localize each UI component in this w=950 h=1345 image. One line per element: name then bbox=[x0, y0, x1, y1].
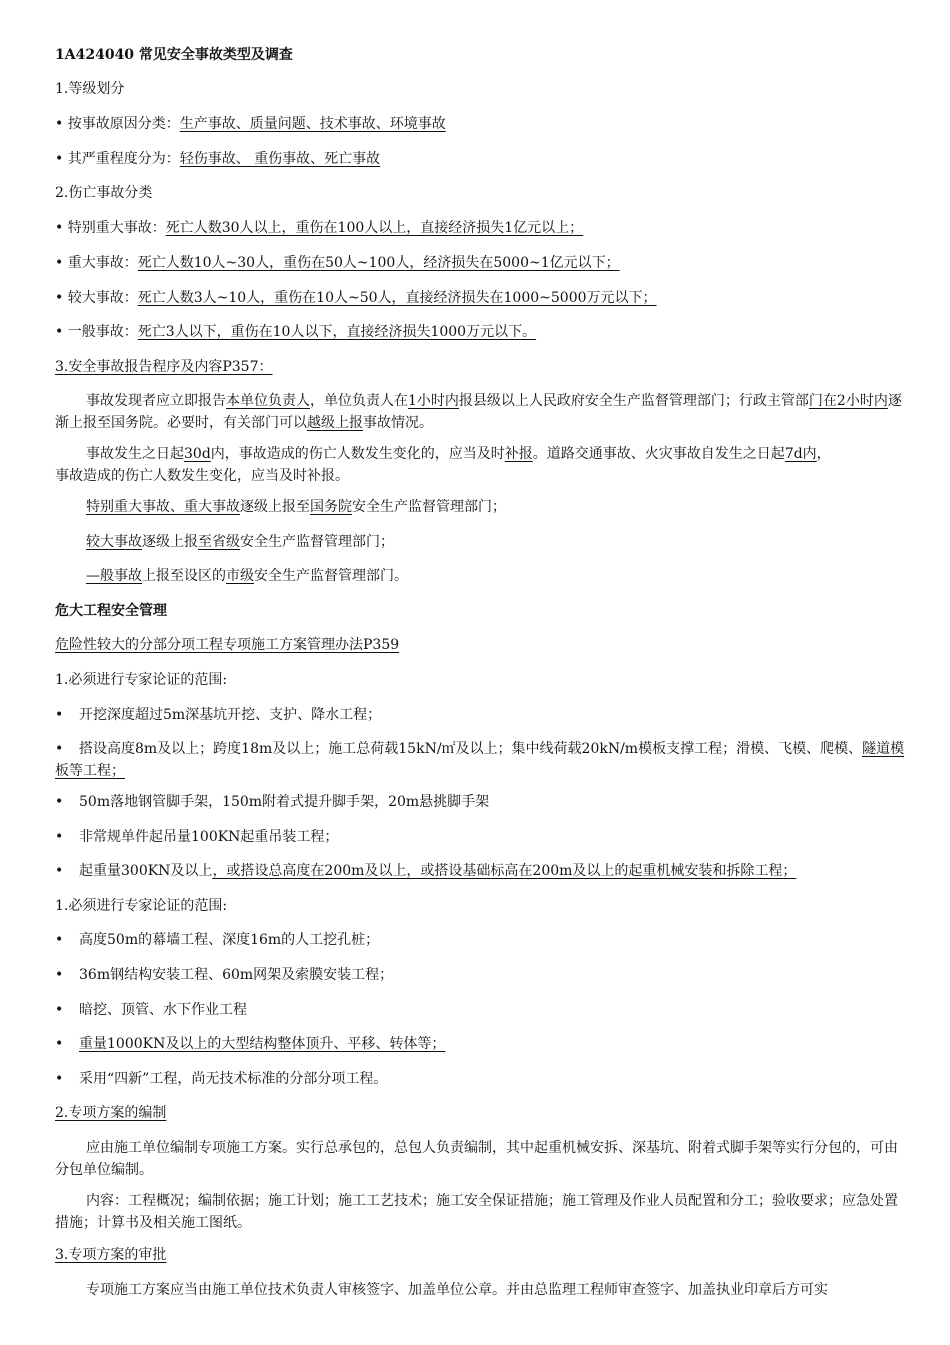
cause-prefix: • 按事故原因分类： bbox=[55, 116, 180, 132]
text-span: 内，事故造成的伤亡人数发生变化的，应当及时 bbox=[210, 446, 505, 462]
expert-item bbox=[55, 791, 905, 813]
text-span: 1小时内 bbox=[408, 393, 459, 409]
text-span: 补报 bbox=[504, 446, 533, 462]
text-span: 50m落地钢管脚手架，150m附着式提升脚手架，20m悬挑脚手架 bbox=[79, 794, 490, 810]
compile-heading: 2.专项方案的编制 bbox=[55, 1105, 167, 1121]
text-span: 特别重大事故、重大事故 bbox=[86, 499, 240, 515]
bullet: • bbox=[55, 932, 64, 948]
text-span: 事故发生之日起 bbox=[86, 446, 184, 462]
document-title: 1A424040 常见安全事故类型及调查 bbox=[55, 47, 293, 63]
danger-subheading: 危险性较大的分部分项工程专项施工方案管理办法P359 bbox=[55, 637, 400, 653]
text-span: 报县级以上人民政府安全生产监督管理部门；行政主管部 bbox=[458, 393, 809, 409]
report-route-national bbox=[55, 496, 905, 518]
bullet: • bbox=[55, 741, 64, 757]
text-span: 安全生产监督管理部门。 bbox=[254, 568, 408, 584]
text-span: 采用“四新”工程，尚无技术标准的分部分项工程。 bbox=[79, 1071, 388, 1087]
text-span: 搭设高度8m及以上；跨度18m及以上；施工总荷载15kN/㎡及以上；集中线荷载20kN/m模板支撑工程；滑模、飞模、爬 bbox=[79, 741, 835, 757]
text-span: 高度50m的幕墙工程、深度16m的人工挖孔桩； bbox=[79, 932, 380, 948]
text-span: 36m钢结构安装工程、60m网架及索膜安装工程； bbox=[79, 967, 394, 983]
text-span: 市级 bbox=[226, 568, 254, 584]
text-span: 越级上报 bbox=[307, 415, 363, 431]
casualty-item-prefix: • 较大事故： bbox=[55, 290, 138, 306]
compile-paragraph-1: 应由施工单位编制专项施工方案。实行总承包的，总包人负责编制，其中起重机械安拆、深基坑、附着式脚手架等实行分包的，可由分包单位编制。 bbox=[55, 1140, 898, 1178]
bullet: • bbox=[55, 1002, 64, 1018]
severity-prefix: • 其严重程度分为： bbox=[55, 151, 180, 167]
expert-heading-1: 1.必须进行专家论证的范围: bbox=[55, 672, 228, 688]
bullet: • bbox=[55, 829, 64, 845]
bullet: • bbox=[55, 1071, 64, 1087]
cause-value: 生产事故、质量问题、技术事故、环境事故 bbox=[179, 116, 446, 132]
expert-item bbox=[55, 1033, 905, 1055]
report-route-province bbox=[55, 531, 905, 553]
bullet: • bbox=[55, 967, 64, 983]
casualty-item-value: 死亡人数10人~30人，重伤在50人~100人，经济损失在5000~1亿元以下； bbox=[137, 255, 620, 271]
report-route-city bbox=[55, 565, 905, 587]
report-heading: 3.安全事故报告程序及内容P357： bbox=[55, 359, 273, 375]
expert-heading-2: 1.必须进行专家论证的范围: bbox=[55, 898, 228, 914]
casualty-item-major bbox=[55, 252, 905, 274]
expert-item bbox=[55, 826, 905, 848]
expert-item bbox=[55, 1068, 905, 1090]
text-span: 隧道模板等工程； bbox=[55, 741, 905, 779]
expert-item bbox=[55, 704, 905, 726]
text-span: 上报至设区的 bbox=[142, 568, 226, 584]
casualty-item-prefix: • 重大事故： bbox=[55, 255, 138, 271]
expert-item bbox=[55, 929, 905, 951]
severity-value: 轻伤事故、 重伤事故、死亡事故 bbox=[179, 151, 381, 167]
text-span: 门在2小时内 bbox=[808, 393, 888, 409]
text-span: 较大事故 bbox=[86, 534, 142, 550]
expert-item bbox=[55, 860, 905, 882]
text-span: 模、 bbox=[834, 741, 863, 757]
bullet: • bbox=[55, 707, 64, 723]
text-span: 安全生产监督管理部门； bbox=[352, 499, 506, 515]
text-span: 逐级上报 bbox=[142, 534, 198, 550]
text-span: ， bbox=[816, 446, 831, 462]
text-span: ，或搭设总高度在200m及以上，或搭设基础标高在200m及以上的起重机械安装和拆除工程； bbox=[212, 863, 797, 879]
bullet: • bbox=[55, 863, 64, 879]
expert-item bbox=[55, 964, 905, 986]
text-span: 重量1000KN及以上的大型结构整体顶升、平移、转体等； bbox=[79, 1036, 446, 1052]
text-span: 。道路交通事故、火灾事故自发生之日起 bbox=[532, 446, 785, 462]
text-span: 至省级 bbox=[198, 534, 240, 550]
text-span: 开挖深度超过5m深基坑开挖、支护、降水工程； bbox=[79, 707, 382, 723]
text-span: 事故情况。 bbox=[363, 415, 433, 431]
expert-item bbox=[55, 999, 905, 1021]
severity-classification bbox=[55, 148, 905, 170]
bullet: • bbox=[55, 794, 64, 810]
compile-paragraph-2: 内容：工程概况；编制依据；施工计划；施工工艺技术；施工安全保证措施；施工管理及作业人员配置和分工；验收要求；应急处置措施；计算书及相关施工图纸。 bbox=[55, 1193, 898, 1231]
expert-item bbox=[55, 738, 905, 782]
text-span: 30d bbox=[184, 446, 211, 462]
text-span: 非常规单件起吊量100KN起重吊装工程； bbox=[79, 829, 339, 845]
text-span: 安全生产监督管理部门； bbox=[240, 534, 394, 550]
text-span: 事故发现者应立即报告 bbox=[86, 393, 226, 409]
approve-heading: 3.专项方案的审批 bbox=[55, 1247, 167, 1263]
text-span: 7d内 bbox=[784, 446, 817, 462]
text-span: 事故造成的伤亡人数发生变化，应当及时补报。 bbox=[55, 468, 349, 484]
grade-heading: 1.等级划分 bbox=[55, 81, 125, 97]
casualty-item-prefix: • 特别重大事故： bbox=[55, 220, 166, 236]
text-span: 国务院 bbox=[310, 499, 352, 515]
text-span: 逐渐上报至国务院。必要时，有关部门可以 bbox=[55, 393, 902, 431]
text-span: 逐级上报至 bbox=[240, 499, 310, 515]
text-span: ，单位负责人在 bbox=[310, 393, 408, 409]
text-span: —般事故 bbox=[86, 568, 142, 584]
report-paragraph-2 bbox=[55, 443, 905, 487]
report-paragraph-1 bbox=[55, 390, 905, 434]
text-span: 本单位负责人 bbox=[226, 393, 310, 409]
cause-classification bbox=[55, 113, 905, 135]
casualty-item-general bbox=[55, 321, 905, 343]
approve-paragraph-1: 专项施工方案应当由施工单位技术负责人审核签字、加盖单位公章。并由总监理工程师审查签字、加盖执业印章后方可实 bbox=[86, 1282, 828, 1298]
casualty-item-larger bbox=[55, 287, 905, 309]
casualty-item-value: 死亡3人以下，重伤在10人以下，直接经济损失1000万元以下。 bbox=[137, 324, 537, 340]
casualty-heading: 2.伤亡事故分类 bbox=[55, 185, 153, 201]
text-span: 起重量300KN及以上 bbox=[79, 863, 213, 879]
text-span: 暗挖、顶管、水下作业工程 bbox=[79, 1002, 247, 1018]
casualty-item-value: 死亡人数3人~10人，重伤在10人~50人，直接经济损失在1000~5000万元以下； bbox=[137, 290, 657, 306]
danger-heading: 危大工程安全管理 bbox=[55, 603, 167, 619]
casualty-item-value: 死亡人数30人以上，重伤在100人以上，直接经济损失1亿元以上； bbox=[165, 220, 584, 236]
casualty-item-extra-major bbox=[55, 217, 905, 239]
casualty-item-prefix: • 一般事故： bbox=[55, 324, 138, 340]
bullet: • bbox=[55, 1036, 64, 1052]
